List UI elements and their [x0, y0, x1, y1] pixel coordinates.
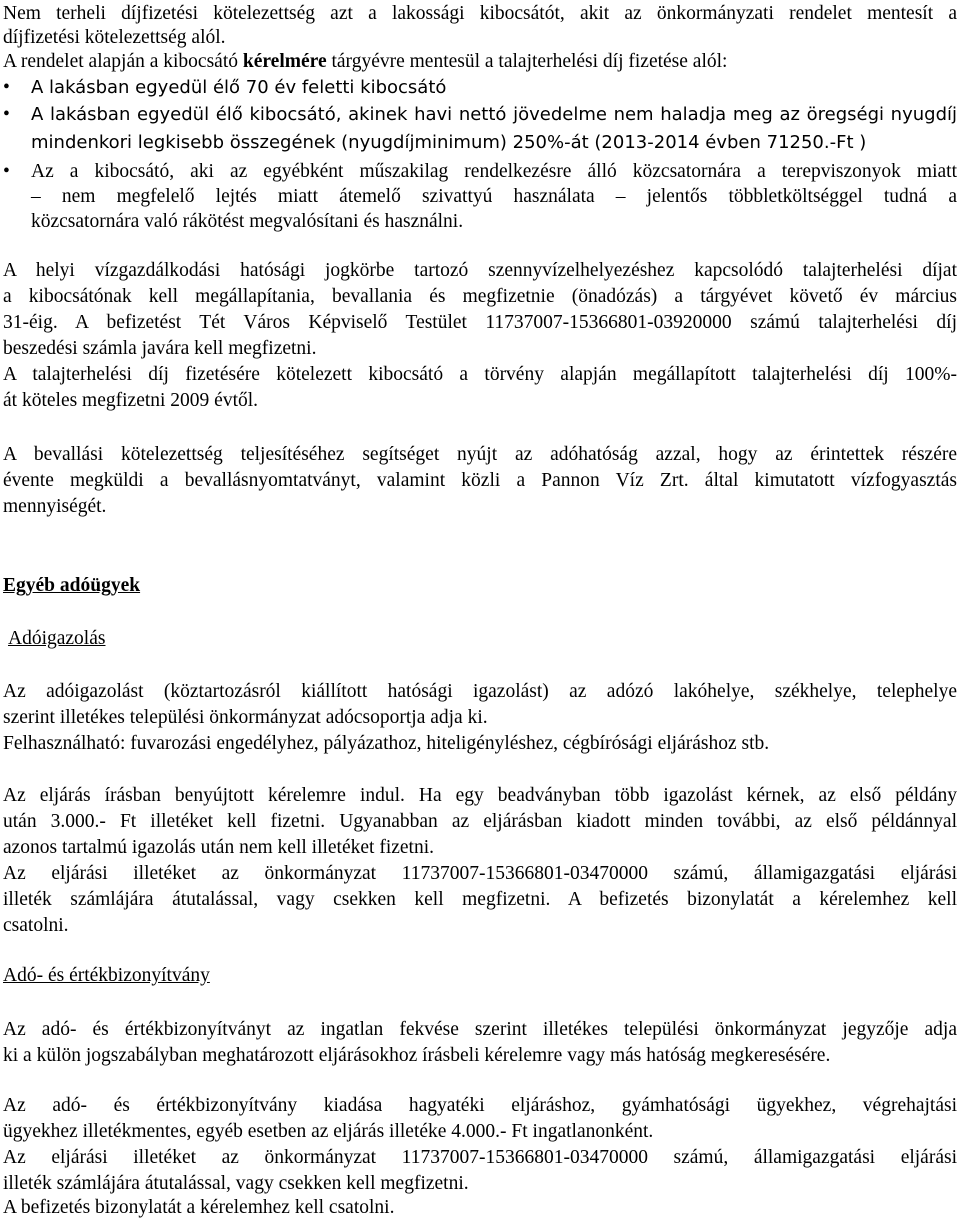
list-item: A lakásban egyedül élő 70 év feletti kibocsátó [31, 77, 447, 98]
list-item-continuation: közcsatornára való rákötést megvalósítani és használni. [31, 211, 464, 232]
list-item-continuation: mindenkori legkisebb összegének (nyugdíjminimum) 250%-át (2013-2014 évben 71250.-Ft ) [31, 132, 867, 153]
intro-line: Nem terheli díjfizetési kötelezettség azt a lakossági kibocsátót, akit az önkormányzati rendelet mentesít a [3, 3, 957, 24]
paragraph-line: beszedési számla javára kell megfizetni. [3, 338, 317, 359]
bullet-icon: • [3, 161, 10, 182]
bullet-icon: • [3, 77, 10, 98]
paragraph-line: után 3.000.- Ft illetéket kell fizetni. Ugyanabban az eljárásban kiadott minden további, az első példánnyal [3, 811, 957, 832]
paragraph-line: 31-éig. A befizetést Tét Város Képviselő Testület 11737007-15366801-03920000 számú talajterhelési díj [3, 312, 957, 333]
paragraph-line: azonos tartalmú igazolás után nem kell illetéket fizetni. [3, 837, 435, 858]
paragraph-line: Az eljárás írásban benyújtott kérelemre indul. Ha egy beadványban több igazolást kérnek, az első példány [3, 785, 957, 806]
paragraph-line: a kibocsátónak kell megállapítania, bevallania és megfizetnie (önadózás) a tárgyévet követő év március [3, 286, 957, 307]
paragraph-line: illeték számlájára átutalással, vagy csekken kell megfizetni. A befizetés bizonylatát a kérelemhez kell [3, 889, 957, 910]
paragraph-line: Az eljárási illetéket az önkormányzat 11737007-15366801-03470000 számú, államigazgatási eljárási [3, 1147, 957, 1168]
subsection-heading: Adóigazolás [8, 628, 106, 649]
paragraph-line: A talajterhelési díj fizetésére kötelezett kibocsátó a törvény alapján megállapított talajterhelési díj 100%- [3, 364, 957, 385]
intro-text: A rendelet alapján a kibocsátó [3, 51, 243, 72]
paragraph-line: illeték számlájára átutalással, vagy csekken kell megfizetni. [3, 1173, 469, 1194]
paragraph-line: Az adó- és értékbizonyítványt az ingatlan fekvése szerint illetékes települési önkormányzat jegyzője adja [3, 1019, 957, 1040]
intro-text: tárgyévre mentesül a talajterhelési díj fizetése alól: [326, 51, 728, 72]
paragraph-line: Az adóigazolást (köztartozásról kiállított hatósági igazolást) az adózó lakóhelye, székhelye, telephelye [3, 681, 957, 702]
subsection-heading: Adó- és értékbizonyítvány [3, 965, 210, 986]
paragraph-line: csatolni. [3, 915, 69, 936]
paragraph-line: át köteles megfizetni 2009 évtől. [3, 390, 259, 411]
list-item: A lakásban egyedül élő kibocsátó, akinek havi nettó jövedelme nem haladja meg az öregségi nyugdíj [31, 104, 957, 125]
paragraph-line: mennyiségét. [3, 496, 107, 517]
paragraph-line: Felhasználható: fuvarozási engedélyhez, pályázathoz, hiteligényléshez, cégbírósági eljáráshoz stb. [3, 733, 770, 754]
paragraph-line: Az eljárási illetéket az önkormányzat 11737007-15366801-03470000 számú, államigazgatási eljárási [3, 863, 957, 884]
bullet-icon: • [3, 104, 10, 125]
paragraph-line: évente megküldi a bevallásnyomtatványt, valamint közli a Pannon Víz Zrt. által kimutatott vízfogyasztás [3, 470, 957, 491]
intro-line [3, 50, 957, 74]
intro-line: díjfizetési kötelezettség alól. [3, 27, 226, 48]
paragraph-line: A befizetés bizonylatát a kérelemhez kell csatolni. [3, 1197, 395, 1218]
paragraph-line: ki a külön jogszabályban meghatározott eljárásokhoz írásbeli kérelemre vagy más hatóság megkeresésére. [3, 1045, 831, 1066]
intro-emphasis: kérelmére [242, 51, 327, 72]
paragraph-line: ügyekhez illetékmentes, egyéb esetben az eljárás illetéke 4.000.- Ft ingatlanonként. [3, 1121, 654, 1142]
paragraph-line: Az adó- és értékbizonyítvány kiadása hagyatéki eljáráshoz, gyámhatósági ügyekhez, végrehajtási [3, 1095, 957, 1116]
paragraph-line: szerint illetékes települési önkormányzat adócsoportja adja ki. [3, 707, 488, 728]
paragraph-line: A helyi vízgazdálkodási hatósági jogkörbe tartozó szennyvízelhelyezéshez kapcsolódó talajterhelési díjat [3, 260, 957, 281]
paragraph-line: A bevallási kötelezettség teljesítéséhez segítséget nyújt az adóhatóság azzal, hogy az érintettek részére [3, 444, 957, 465]
list-item: Az a kibocsátó, aki az egyébként műszakilag rendelkezésre álló közcsatornára a terepviszonyok miatt [31, 161, 957, 182]
section-heading: Egyéb adóügyek [3, 575, 141, 596]
list-item-continuation: – nem megfelelő lejtés miatt átemelő szivattyú használata – jelentős többletköltséggel tudná a [31, 186, 957, 207]
